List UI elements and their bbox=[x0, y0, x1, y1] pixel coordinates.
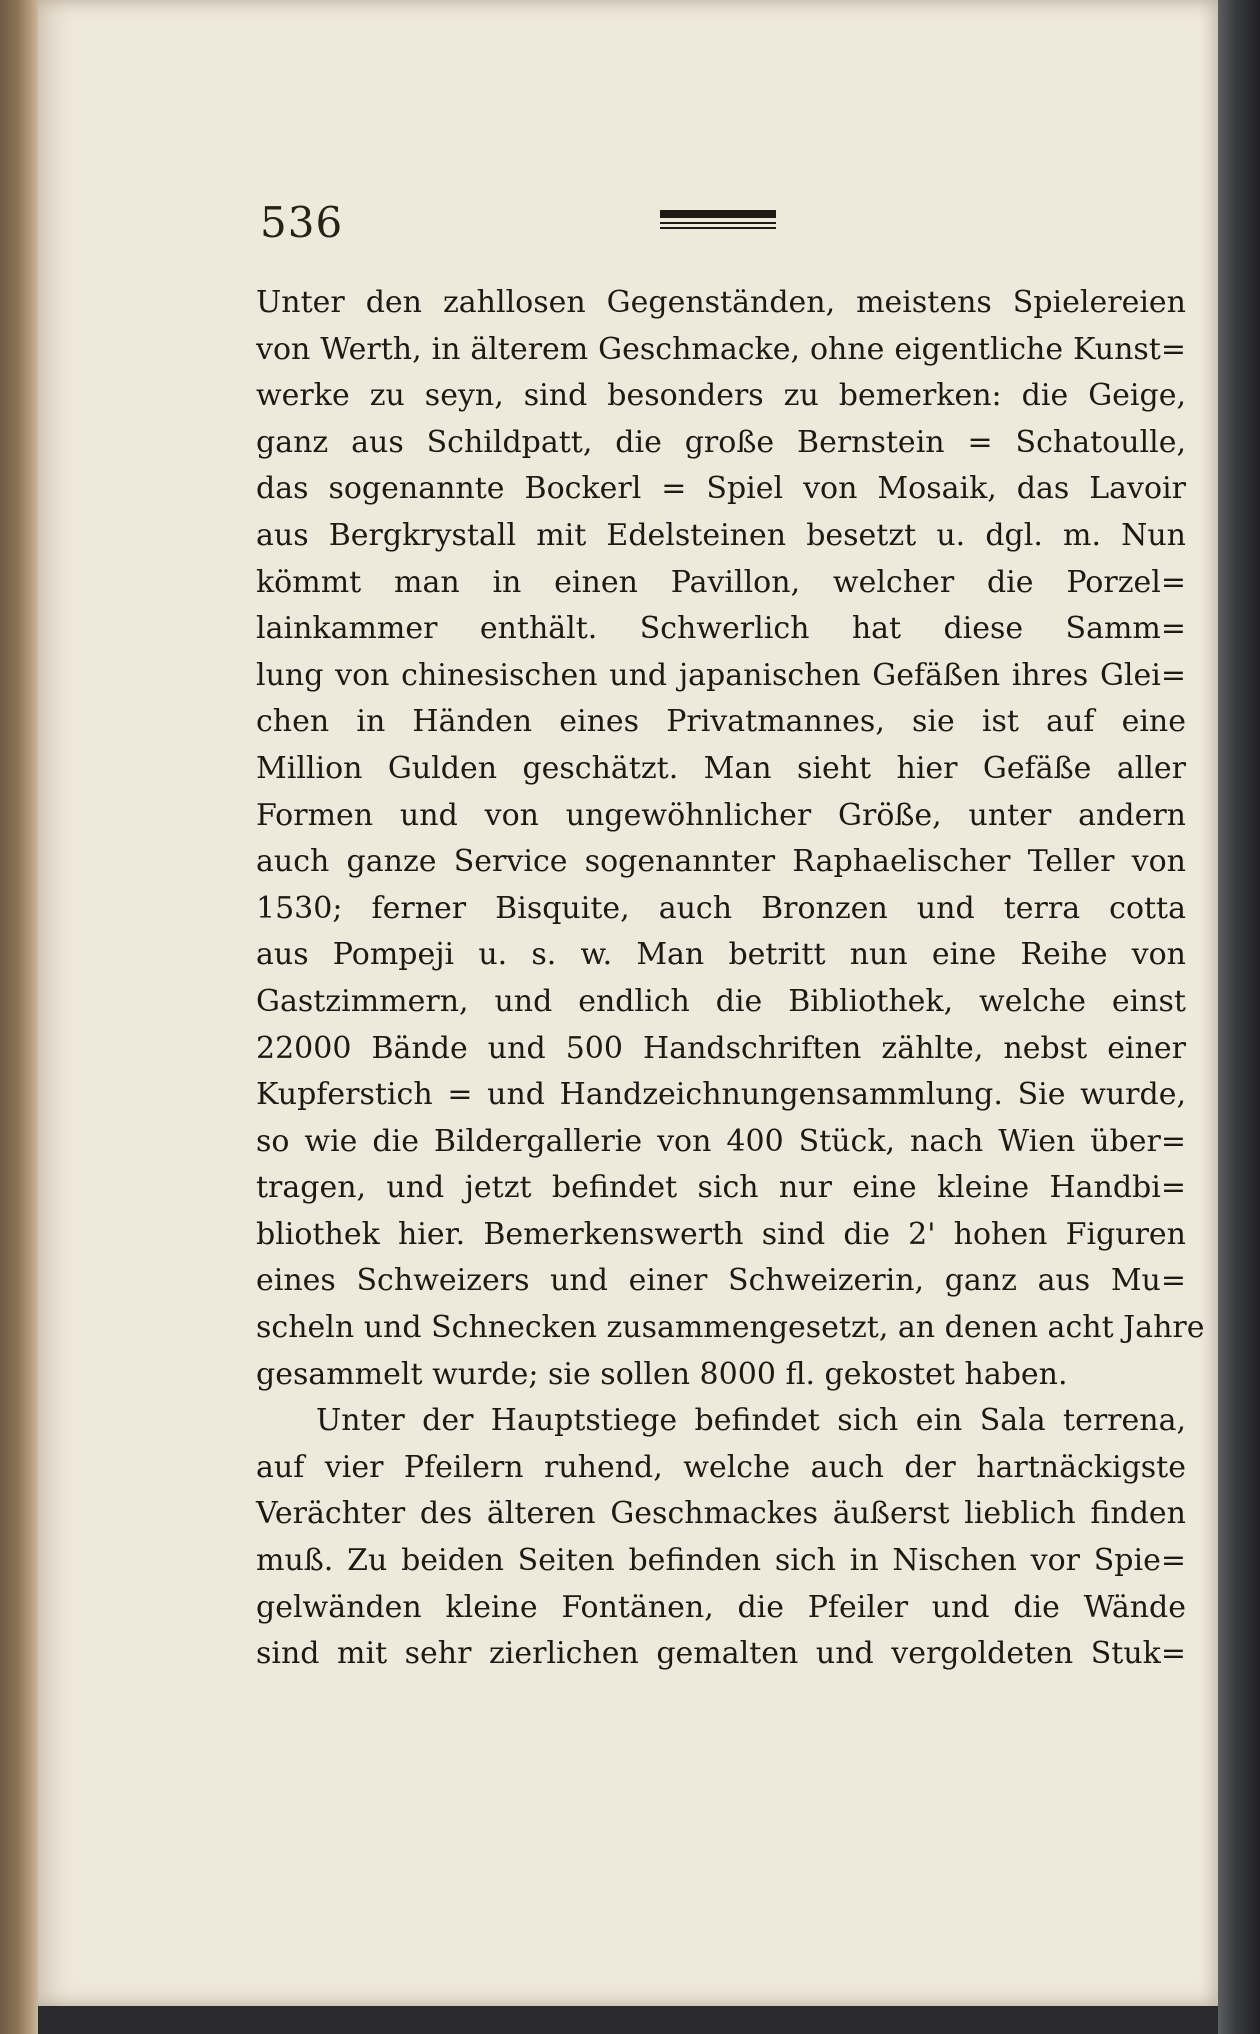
text-line: Formen und von ungewöhnlicher Größe, unter andern bbox=[256, 797, 1186, 833]
text-line: muß. Zu beiden Seiten befinden sich in Nischen vor Spie= bbox=[256, 1543, 1186, 1579]
body-text bbox=[256, 280, 1205, 1678]
text-line: eines Schweizers und einer Schweizerin, ganz aus Mu= bbox=[256, 1263, 1186, 1299]
header-rule-thin-1 bbox=[660, 222, 776, 224]
text-line: scheln und Schnecken zusammengesetzt, an denen acht Jahre bbox=[256, 1310, 1205, 1346]
text-line: so wie die Bildergallerie von 400 Stück, nach Wien über= bbox=[256, 1123, 1186, 1159]
text-line: auf vier Pfeilern ruhend, welche auch der hartnäckigste bbox=[256, 1449, 1186, 1485]
text-line: tragen, und jetzt befindet sich nur eine kleine Handbi= bbox=[256, 1170, 1186, 1206]
text-line: Verächter des älteren Geschmackes äußerst lieblich finden bbox=[256, 1496, 1186, 1532]
text-line: das sogenannte Bockerl = Spiel von Mosaik, das Lavoir bbox=[256, 471, 1186, 507]
text-line: Kupferstich = und Handzeichnungensammlung. Sie wurde, bbox=[256, 1077, 1186, 1113]
text-line: Gastzimmern, und endlich die Bibliothek, welche einst bbox=[256, 983, 1186, 1019]
text-line: chen in Händen eines Privatmannes, sie ist auf eine bbox=[256, 704, 1186, 740]
page-number: 536 bbox=[260, 198, 344, 247]
header-rule-ornament bbox=[660, 210, 776, 232]
text-line: ganz aus Schildpatt, die große Bernstein = Schatoulle, bbox=[256, 424, 1186, 460]
scan-background bbox=[38, 2006, 1218, 2034]
text-line: aus Pompeji u. s. w. Man betritt nun eine Reihe von bbox=[256, 937, 1186, 973]
text-line: von Werth, in älterem Geschmacke, ohne eigentliche Kunst= bbox=[256, 331, 1186, 367]
text-line: gelwänden kleine Fontänen, die Pfeiler und die Wände bbox=[256, 1589, 1186, 1625]
text-line: 1530; ferner Bisquite, auch Bronzen und terra cotta bbox=[256, 890, 1186, 926]
header-rule-thin-2 bbox=[660, 227, 776, 229]
text-line: bliothek hier. Bemerkenswerth sind die 2' hohen Figuren bbox=[256, 1216, 1186, 1252]
paragraph-start-line: Unter der Hauptstiege befindet sich ein Sala terrena, bbox=[316, 1403, 1186, 1439]
text-line: aus Bergkrystall mit Edelsteinen besetzt u. dgl. m. Nun bbox=[256, 517, 1186, 553]
text-line: Unter den zahllosen Gegenständen, meistens Spielereien bbox=[256, 285, 1186, 320]
text-line: auch ganze Service sogenannter Raphaelischer Teller von bbox=[256, 844, 1186, 880]
text-line: 22000 Bände und 500 Handschriften zählte, nebst einer bbox=[256, 1030, 1186, 1066]
book-spine-edge bbox=[0, 0, 38, 2034]
book-page bbox=[38, 0, 1218, 2006]
book-cover-edge bbox=[1218, 0, 1260, 2034]
header-rule-thick bbox=[660, 210, 776, 218]
text-line: kömmt man in einen Pavillon, welcher die Porzel= bbox=[256, 564, 1186, 600]
paragraph-end-line: gesammelt wurde; sie sollen 8000 fl. gekostet haben. bbox=[256, 1356, 1068, 1392]
text-line: sind mit sehr zierlichen gemalten und vergoldeten Stuk= bbox=[256, 1636, 1186, 1672]
text-line: lung von chinesischen und japanischen Gefäßen ihres Glei= bbox=[256, 657, 1186, 693]
text-line: Million Gulden geschätzt. Man sieht hier Gefäße aller bbox=[256, 750, 1186, 786]
text-line: werke zu seyn, sind besonders zu bemerken: die Geige, bbox=[256, 378, 1186, 414]
text-line: lainkammer enthält. Schwerlich hat diese Samm= bbox=[256, 611, 1186, 647]
